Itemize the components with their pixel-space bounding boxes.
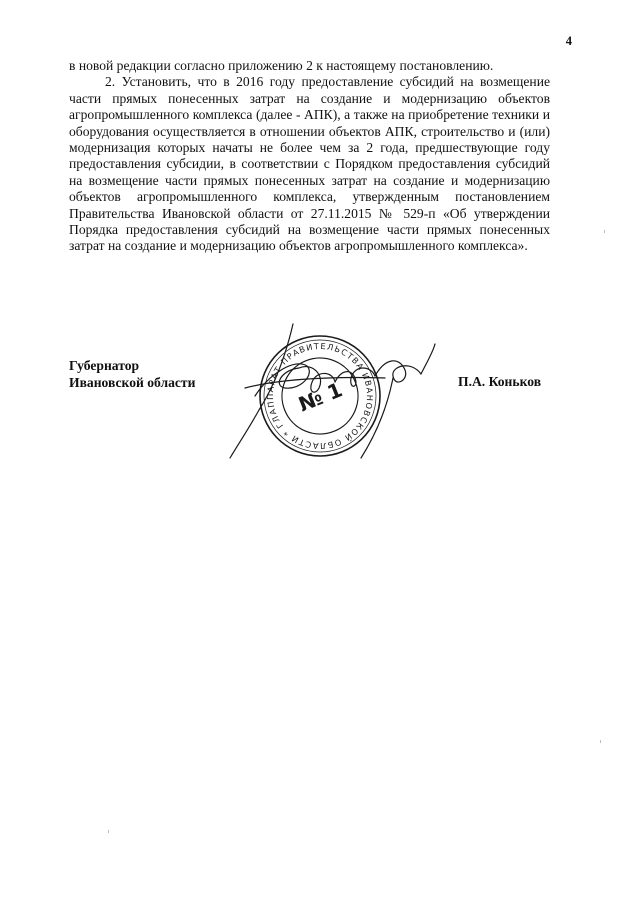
stamp-ring-text: АППАРАТ ПРАВИТЕЛЬСТВА ИВАНОВСКОЙ ОБЛАСТИ * ГЛАВНОЕ [264,340,376,452]
signatory-title [69,357,195,391]
document-body [69,58,550,255]
signatory-name: П.А. Коньков [458,374,542,389]
signatory-title-line-2: Ивановской области [69,375,196,390]
paragraph-continuation: в новой редакции согласно приложению 2 к настоящему постановлению. [69,58,494,73]
stamp-number: № 1 [295,377,346,417]
signature-and-stamp [215,318,455,478]
paragraph-item-2: 2. Установить, что в 2016 году предоставление субсидий на возмещение части прямых понесенных затрат на создание и модернизацию объектов агропромышленного комплекса (далее - АПК), а также на приобретение техники и оборудования осуществляется в отношении объектов АПК, строительство и (или) модернизация которых начаты не более чем за 2 года, предшествующие году предоставления субсидии, в соответствии с Порядком предоставления субсидий на возмещение части прямых понесенных затрат на создание и модернизацию объектов агропромышленного комплекса, утвержденным постановлением Правительства Ивановской области от 27.11.2015 № 529-п «Об утверждении Порядка предоставления субсидий на возмещение части прямых понесенных затрат на создание и модернизацию объектов агропромышленного комплекса». [69,74,550,254]
page-number: 4 [565,34,572,48]
signatory-title-line-1: Губернатор [69,358,140,373]
scan-speck [108,830,109,833]
official-stamp [215,318,398,478]
scan-speck [604,230,605,233]
scan-speck [600,740,601,743]
